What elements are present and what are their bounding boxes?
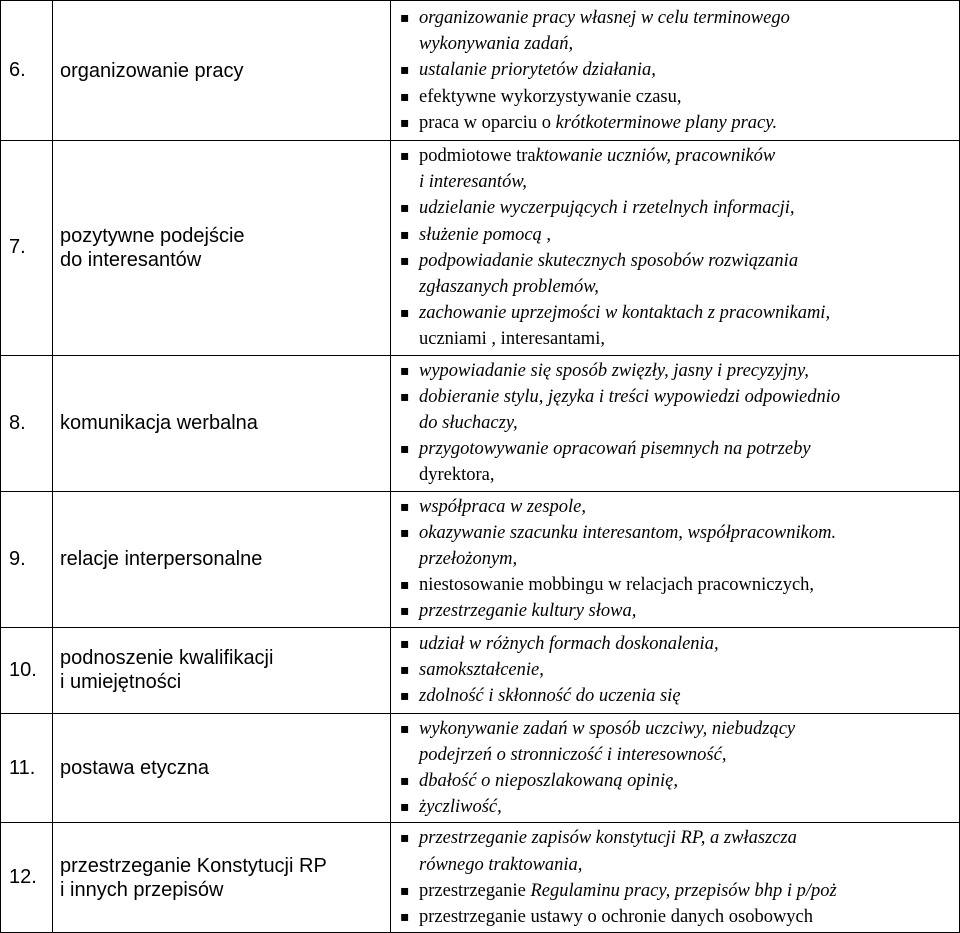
item-text: służenie pomocą , [419,224,552,245]
square-bullet-icon: ▪ [400,799,410,816]
square-bullet-icon: ▪ [400,62,410,79]
item-text: do słuchaczy, [419,413,518,434]
table-row [1,823,960,933]
square-bullet-icon: ▪ [400,88,410,105]
item-text: równego traktowania, [419,854,583,875]
table-row [1,355,960,491]
row-number: 12. [1,823,53,933]
row-number: 8. [1,355,53,491]
square-bullet-icon: ▪ [400,577,410,594]
item-text: wykonywania zadań, [419,34,574,55]
table-row [1,1,960,141]
item-line [419,657,955,683]
item-list [391,5,955,136]
square-bullet-icon: ▪ [400,909,410,926]
criterion-name [53,713,391,823]
row-number: 9. [1,491,53,627]
item-text: przestrzeganie ustawy o ochronie danych osobowych [419,907,814,928]
item-line [419,326,955,352]
list-item [391,358,955,384]
item-text: ustalanie priorytetów działania, [419,60,656,81]
item-line [419,248,955,274]
item-text: dbałość o nieposzlakowaną opinię, [419,771,678,792]
square-bullet-icon: ▪ [400,603,410,620]
criterion-items [391,823,960,933]
item-text: uczniami , interesantami, [419,329,605,350]
criterion-name-line: do interesantów [60,248,202,271]
item-list [391,358,955,489]
square-bullet-icon: ▪ [400,305,410,322]
square-bullet-icon: ▪ [400,662,410,679]
list-item [391,57,955,83]
item-line [419,31,955,57]
item-line [419,572,955,598]
item-text: dobieranie stylu, języka i treści wypowiedzi odpowiednio [419,386,841,407]
item-text: praca w oparciu o [419,112,556,133]
item-text: przestrzeganie zapisów konstytucji RP, a zwłaszcza [419,828,797,849]
item-text: ktowanie uczniów, pracowników [535,146,776,166]
criterion-name [53,1,391,141]
item-line [419,358,955,384]
table-row [1,627,960,713]
square-bullet-icon: ▪ [400,226,410,243]
item-list [391,494,955,625]
list-item [391,598,955,624]
item-text: współpraca w zespole, [419,496,587,517]
item-text: efektywne wykorzystywanie czasu, [419,86,682,107]
item-text: niestosowanie mobbingu w relacjach pracowniczych, [419,575,815,596]
item-text: dyrektora, [419,465,495,486]
criterion-name [53,627,391,713]
item-line [419,110,955,136]
item-text: życzliwość, [419,797,502,818]
criterion-name [53,491,391,627]
row-number: 7. [1,141,53,356]
item-line [419,520,955,546]
square-bullet-icon: ▪ [400,688,410,705]
list-item [391,248,955,300]
item-text: podmiotowe tra [419,146,536,166]
item-text: zachowanie uprzejmości w kontaktach z pracownikami, [419,303,831,324]
square-bullet-icon: ▪ [400,720,410,737]
list-item [391,84,955,110]
list-item [391,768,955,794]
square-bullet-icon: ▪ [400,773,410,790]
criterion-items [391,627,960,713]
list-item [391,494,955,520]
item-line [419,768,955,794]
item-line [419,825,955,851]
item-text: krótkoterminowe plany pracy. [555,112,778,133]
item-text: okazywanie szacunku interesantom, współpracownikom. [419,522,837,543]
list-item [391,572,955,598]
square-bullet-icon: ▪ [400,200,410,217]
item-text: wykonywanie zadań w sposób uczciwy, niebudzący [419,718,796,739]
item-text: Regulaminu pracy, przepisów bhp i p/poż [530,880,837,901]
criterion-name-line: podnoszenie kwalifikacji [60,647,274,670]
square-bullet-icon: ▪ [400,524,410,541]
list-item [391,825,955,877]
table-row [1,713,960,823]
item-text: zdolność i skłonność do uczenia się [419,686,681,707]
list-item [391,631,955,657]
item-text: wypowiadanie się sposób zwięzły, jasny i precyzyjny, [419,360,809,381]
item-line [419,169,955,195]
criterion-name-line: i umiejętności [60,671,182,694]
square-bullet-icon: ▪ [400,830,410,847]
row-number: 11. [1,713,53,823]
item-line [419,631,955,657]
item-list [391,143,955,353]
item-text: przestrzeganie kultury słowa, [419,601,637,622]
criteria-rows [1,1,960,933]
square-bullet-icon: ▪ [400,148,410,164]
list-item [391,878,955,904]
criterion-name-line: organizowanie pracy [60,59,244,82]
table-row [1,491,960,627]
criterion-name [53,823,391,933]
list-item [391,222,955,248]
square-bullet-icon: ▪ [400,388,410,405]
item-list [391,825,955,930]
row-number: 6. [1,1,53,141]
square-bullet-icon: ▪ [400,882,410,899]
item-line [419,742,955,768]
list-item [391,520,955,572]
item-line [419,384,955,410]
item-line [419,274,955,300]
criterion-name [53,355,391,491]
item-line [419,84,955,110]
item-text: przygotowywanie opracowań pisemnych na potrzeby [419,439,811,460]
list-item [391,195,955,221]
item-line [419,195,955,221]
item-line [419,410,955,436]
item-text: przestrzeganie [419,880,531,901]
item-line [419,598,955,624]
list-item [391,384,955,436]
list-item [391,904,955,930]
list-item [391,300,955,352]
square-bullet-icon: ▪ [400,9,410,26]
item-line [419,852,955,878]
square-bullet-icon: ▪ [400,362,410,379]
item-line [419,462,955,488]
list-item [391,5,955,57]
item-line [419,878,955,904]
item-text: samokształcenie, [419,660,544,681]
criterion-items [391,355,960,491]
item-text: i interesantów, [419,172,527,193]
item-line [419,794,955,820]
item-line [419,57,955,83]
row-number: 10. [1,627,53,713]
item-text: przełożonym, [419,549,518,570]
item-text: podejrzeń o stronniczość i interesowność, [419,744,727,765]
list-item [391,794,955,820]
item-text: zgłaszanych problemów, [419,277,599,298]
criterion-name-line: postawa etyczna [60,757,209,780]
criterion-name-line: przestrzeganie Konstytucji RP [60,854,327,877]
list-item [391,657,955,683]
criterion-name [53,141,391,356]
square-bullet-icon: ▪ [400,252,410,269]
table-row [1,141,960,356]
criterion-items [391,1,960,141]
list-item [391,716,955,768]
item-text: udział w różnych formach doskonalenia, [419,633,719,654]
criterion-items [391,713,960,823]
criterion-items [391,141,960,356]
square-bullet-icon: ▪ [400,441,410,458]
list-item [391,143,955,195]
item-list [391,631,955,710]
item-line [419,436,955,462]
criterion-name-line: relacje interpersonalne [60,548,263,571]
item-line [419,5,955,31]
item-line [419,904,955,930]
item-line [419,300,955,326]
item-line [419,222,955,248]
list-item [391,436,955,488]
item-list [391,716,955,821]
item-line [419,546,955,572]
criterion-name-line: komunikacja werbalna [60,412,258,435]
item-text: udzielanie wyczerpujących i rzetelnych informacji, [419,198,795,219]
item-text: organizowanie pracy własnej w celu terminowego [419,7,790,28]
list-item [391,683,955,709]
square-bullet-icon: ▪ [400,498,410,515]
item-line [419,494,955,520]
item-line [419,143,955,169]
item-text: podpowiadanie skutecznych sposobów rozwiązania [419,250,799,271]
list-item [391,110,955,136]
square-bullet-icon: ▪ [400,114,410,131]
item-line [419,683,955,709]
item-line [419,716,955,742]
criterion-items [391,491,960,627]
square-bullet-icon: ▪ [400,635,410,652]
criterion-name-line: i innych przepisów [60,878,224,901]
criterion-name-line: pozytywne podejście [60,224,245,247]
